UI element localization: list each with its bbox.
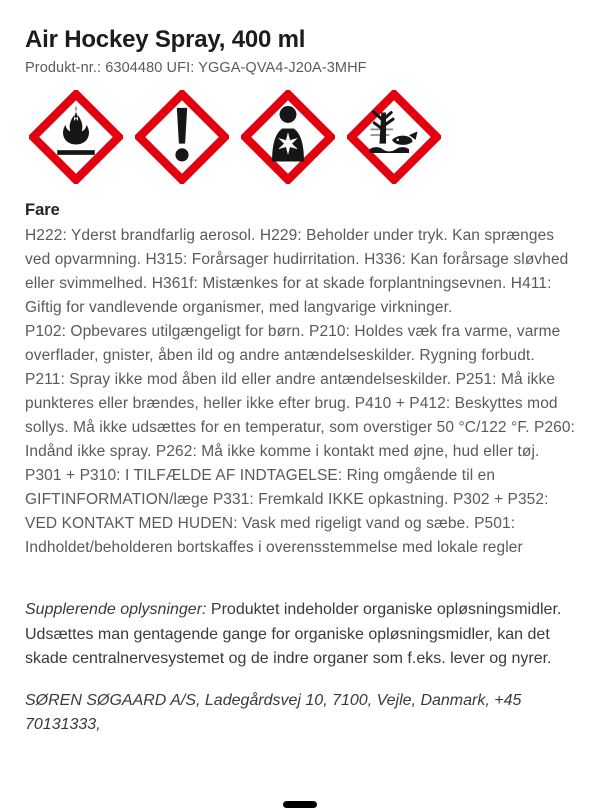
home-indicator-bar[interactable] bbox=[283, 801, 317, 808]
hazard-statements: H222: Yderst brandfarlig aerosol. H229: Beholder under tryk. Kan sprænges ved opvarmning. H315: Forårsager hudirritation. H336: Kan forårsage sløvhed eller svimmelhed. H361f: Mistænkes for at skade forplantningsevnen. H411: Giftig for vandlevende organismer, med langvarige virkninger. bbox=[25, 227, 569, 316]
supplementary-info-text: Produktet indeholder organiske opløsningsmidler. Udsættes man gentagende gange for organiske opløsningsmidler, kan det skade centralnervesystemet og de indre organer som f.eks. lever og nyrer. bbox=[25, 601, 562, 667]
supplementary-info-label: Supplerende oplysninger: bbox=[25, 601, 207, 618]
supplementary-info bbox=[25, 598, 573, 672]
flame-pictogram-icon bbox=[29, 90, 123, 184]
ghs-pictogram-row bbox=[29, 90, 576, 184]
exclamation-mark-pictogram-icon bbox=[135, 90, 229, 184]
environment-pictogram-icon bbox=[347, 90, 441, 184]
health-hazard-pictogram-icon bbox=[241, 90, 335, 184]
product-number-and-ufi: Produkt-nr.: 6304480 UFI: YGGA-QVA4-J20A-3MHF bbox=[25, 60, 367, 76]
supplier-address: SØREN SØGAARD A/S, Ladegårdsvej 10, 7100, Vejle, Danmark, +45 70131333, bbox=[25, 691, 522, 733]
signal-word: Fare bbox=[25, 201, 60, 219]
product-title: Air Hockey Spray, 400 ml bbox=[25, 26, 306, 53]
precautionary-statements: P102: Opbevares utilgængeligt for børn. P210: Holdes væk fra varme, varme overflader, gnister, åben ild og andre antændelseskilder. Rygning forbudt. P211: Spray ikke mod åben ild eller andre antændelseskilder. P251: Må ikke punkteres eller brændes, heller ikke efter brug. P410 + P412: Beskyttes mod sollys. Må ikke udsættes for en temperatur, som overstiger 50 °C/122 °F. P260: Indånd ikke spray. P262: Må ikke komme i kontakt med øjne, hud eller tøj. P301 + P310: I TILFÆLDE AF INDTAGELSE: Ring omgående til en GIFTINFORMATION/læge P331: Fremkald IKKE opkastning. P302 + P352: VED KONTAKT MED HUDEN: Vask med rigeligt vand og sæbe. P501: Indholdet/beholderen bortskaffes i overensstemmelse med lokale regler bbox=[25, 323, 576, 556]
